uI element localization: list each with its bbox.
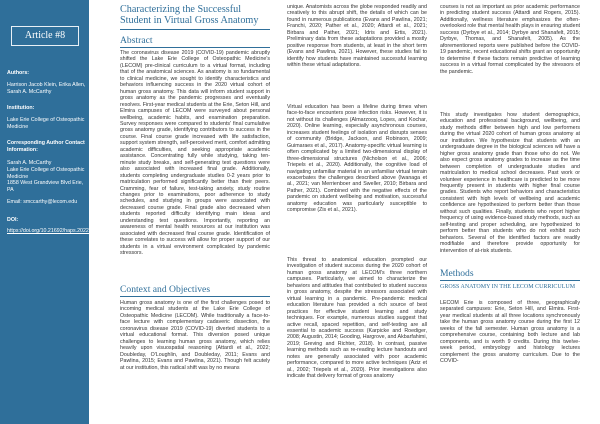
- institution-heading: Institution:: [7, 105, 35, 111]
- doi-heading: DOI:: [7, 217, 19, 223]
- column-three-paragraph-1: courses is not as important as prior academic performance in predicting student success (Attardi and Rogers, 2015). Additionally, wellness literature emphasizes the often-overlooked role that mental health plays in ensuring student success (Dyrbye et al., 2014; Dyrbye and Shanafelt, 2015; Dyrbye, Thomas, and Shanafelt, 2005). As the aforementioned reports were published before the COVID-19 pandemic, recent educational shifts grant an opportunity to determine if these factors remain predictive of learning success in a virtual format complicated by the stressors of the pandemic.: [440, 4, 580, 75]
- column-two-paragraph-1: unique. Anatomists across the globe responded readily and creatively to this abrupt shift, the details of which can be found in numerous publications (Evans and Pawlina, 2021; Franchi, 2020; Pather et al., 2020; Attardi et al., 2021; Birbara and Pather, 2021; Idris and Ertis, 2021). Preliminary data from these adaptations provided a mostly positive response from students, at least in the short term (Evans and Pawlina, 2021). However, these studies fail to identify how students have maintained successful learning within these virtual adaptations.: [287, 4, 427, 69]
- contact-heading: Corresponding Author Contact Information:: [7, 140, 85, 153]
- title-divider: [120, 29, 270, 30]
- column-two-paragraph-2: Virtual education has been a lifeline during times when face-to-face encounters pose infection risks. However, it is not without its challenges (Almarzooq, Lopes, and Kochar, 2020). Online learning, especially asynchronous courses, increases student feelings of isolation and disrupts senses of community (Bridge, Jackson, and Robinson, 2009; Guimaraes et al., 2017). Anatomy-specific virtual learning is often complicated by a limited two-dimensional display of three-dimensional structures (Nicholson et al., 2006; Triepels et al., 2020). Additionally, the cognitive load of navigating unfamiliar material in an unfamiliar virtual terrain exacerbates the challenges described above (Iwanaga et al., 2021; van Merrienboer and Sweller, 2010; Birbara and Pather, 2021). Combined with the negative effects of the pandemic on student wellbeing and motivation, successful anatomy education was particularly susceptible to compromise (Zis et al., 2021).: [287, 104, 427, 214]
- doi-link[interactable]: https://doi.org/10.21692/haps.2022.014: [7, 228, 100, 234]
- contact-organization: Lake Erie College of Osteopathic Medicine: [7, 167, 85, 180]
- methods-text: LECOM Erie is composed of three, geographically separated campuses: Erie, Seton Hill, and Elmira. First-year medical students at all three locations synchronously take the human gross anatomy course during the first 12 weeks of the fall semester. Human gross anatomy is a comprehensive course, containing both lecture and lab components, and is worth 9 credits. During this twelve-week period, embryology and histology lectures complement the gross anatomy curriculum. Due to the COVID-: [440, 300, 580, 365]
- contact-name: Sarah A. McCarthy: [7, 160, 52, 166]
- abstract-divider: [120, 47, 270, 48]
- abstract-heading: Abstract: [120, 35, 153, 46]
- methods-divider: [440, 280, 580, 281]
- article-number-badge: Article #8: [11, 26, 79, 46]
- article-title: Characterizing the Successful Student in Virtual Gross Anatomy: [120, 4, 259, 26]
- methods-subheading: GROSS ANATOMY IN THE LECOM CURRICULUM: [440, 284, 576, 290]
- authors-list: Harrison Jacob Klein, Erika Allen, Sarah A. McCarthy: [7, 82, 86, 95]
- institution-name: Lake Erie College of Osteopathic Medicine: [7, 117, 85, 130]
- contact-email[interactable]: Email: smccarthy@lecom.edu: [7, 199, 78, 205]
- context-divider: [120, 296, 270, 297]
- column-two-paragraph-3: This threat to anatomical education prompted our investigation of student success during the 2020 cohort of human gross anatomy at LECOM's three northern campuses. Particularly, we aimed to characterize the behaviors and attitudes that contributed to student success in gross anatomy, despite the stressors associated with virtual learning in a pandemic. Pre-pandemic medical education literature has provided a rich source of best practices for effective student learning and study techniques. For example, numerous studies suggest that active recall, spaced repetition, and self-testing are all essential to academic success (Karpicke and Roediger, 2008; Augustin, 2014; Gooding, Hargrove, and Akbarfahimi, 2019; Greving and Richter, 2018). In contrast, passive learning methods such as re-reading lecture handouts and notes are generally associated with poor academic performance, compared to more active techniques (Aziz et al., 2002; Triepels et al., 2020). Prior investigations also indicate that delivery format of gross anatomy: [287, 257, 427, 380]
- context-text: Human gross anatomy is one of the first challenges posed to incoming medical students at the Lake Erie College of Osteopathic Medicine (LECOM). While traditionally a face-to-face lecture with complementary cadaveric dissection, the coronavirus disease 2019 (COVID-19) diverted students to a virtual educational format. This diversion posed unique challenges to learning human gross anatomy, which relies heavily upon visuospatial reasoning (Attardi et al., 2022; Doubleday, O'Loughlin, and Doubleday, 2011; Evans and Pawlina, 2015; Evans and Pawlina, 2021). Though felt acutely at our institution, this radical shift was by no means: [120, 300, 270, 371]
- authors-heading: Authors:: [7, 70, 30, 76]
- sidebar: [0, 0, 100, 424]
- abstract-text: The coronavirus disease 2019 (COVID-19) pandemic abruptly shifted the Lake Erie College of Osteopathic Medicine's (LECOM) pre-clinical curriculum to a virtual format, including that of the anatomical sciences. As anatomy is so fundamental to clinical medicine, we sought to identify characteristics and behaviors influencing success in the 2020 virtual cohort of human gross anatomy. This data will inform student support in gross anatomy as the pandemic progresses and eventually resolves. First-year medical students at the Erie, Seton Hill, and Elmira campuses of LECOM were surveyed about personal wellbeing, academic habits, and examination preparation. Survey responses were compared to students' final cumulative gross anatomy grade, identifying contributors to success in the course. Final course grade increased with life satisfaction, support system strength, self-perceived merit, comfort admitting academic difficulties, and seeking appropriate academic assistance. Concentrating fully while studying, taking ten-minute study breaks, and self-generating test questions were also associated with increased final grade. Additionally, students completing undergraduate studies 0-2 years prior to matriculation performed significantly better than their peers. Cramming, fear of failure, test-taking anxiety, study routine changes prior to examinations, poor adherence to study schedules, and studying in groups were associated with decreased course grade. Final grade also decreased when students reported difficulty identifying main ideas and understanding test questions. Importantly, reporting an awareness of mental health resources at our institution was associated with decreased final course grade. Identification of these correlates to success will allow for proper support of our students in a virtual environment complicated by pandemic stressors.: [120, 50, 270, 257]
- column-three-paragraph-2: This study investigates how student demographics, education and professional background, wellbeing, and study methods differ between high and low performers during the virtual 2020 cohort of human gross anatomy at our institution. We hypothesize that students with an undergraduate degree in the biological sciences will have a higher gross anatomy grade than those who do not. We also expect gross anatomy grades to increase as the time between completion of undergraduate studies and matriculation to medical school decreases. Past work or volunteer experience in healthcare is predicted to be more frequently present in students with higher final course grades. Students who report behaviors and characteristics consistent with high levels of wellbeing and academic confidence are hypothesized to perform better than those without such qualities. Finally, students who report higher frequency of using evidence-based study methods, such as self-testing and proper scheduling, are hypothesized to perform better than students who do not exhibit such behaviors. Several of the identified factors are readily modifiable and therefore provide opportunity for intervention of at-risk students.: [440, 112, 580, 254]
- methods-heading: Methods: [440, 268, 474, 279]
- context-heading: Context and Objectives: [120, 284, 211, 295]
- contact-address: 1858 West Grandview Blvd Erie, PA: [7, 180, 84, 193]
